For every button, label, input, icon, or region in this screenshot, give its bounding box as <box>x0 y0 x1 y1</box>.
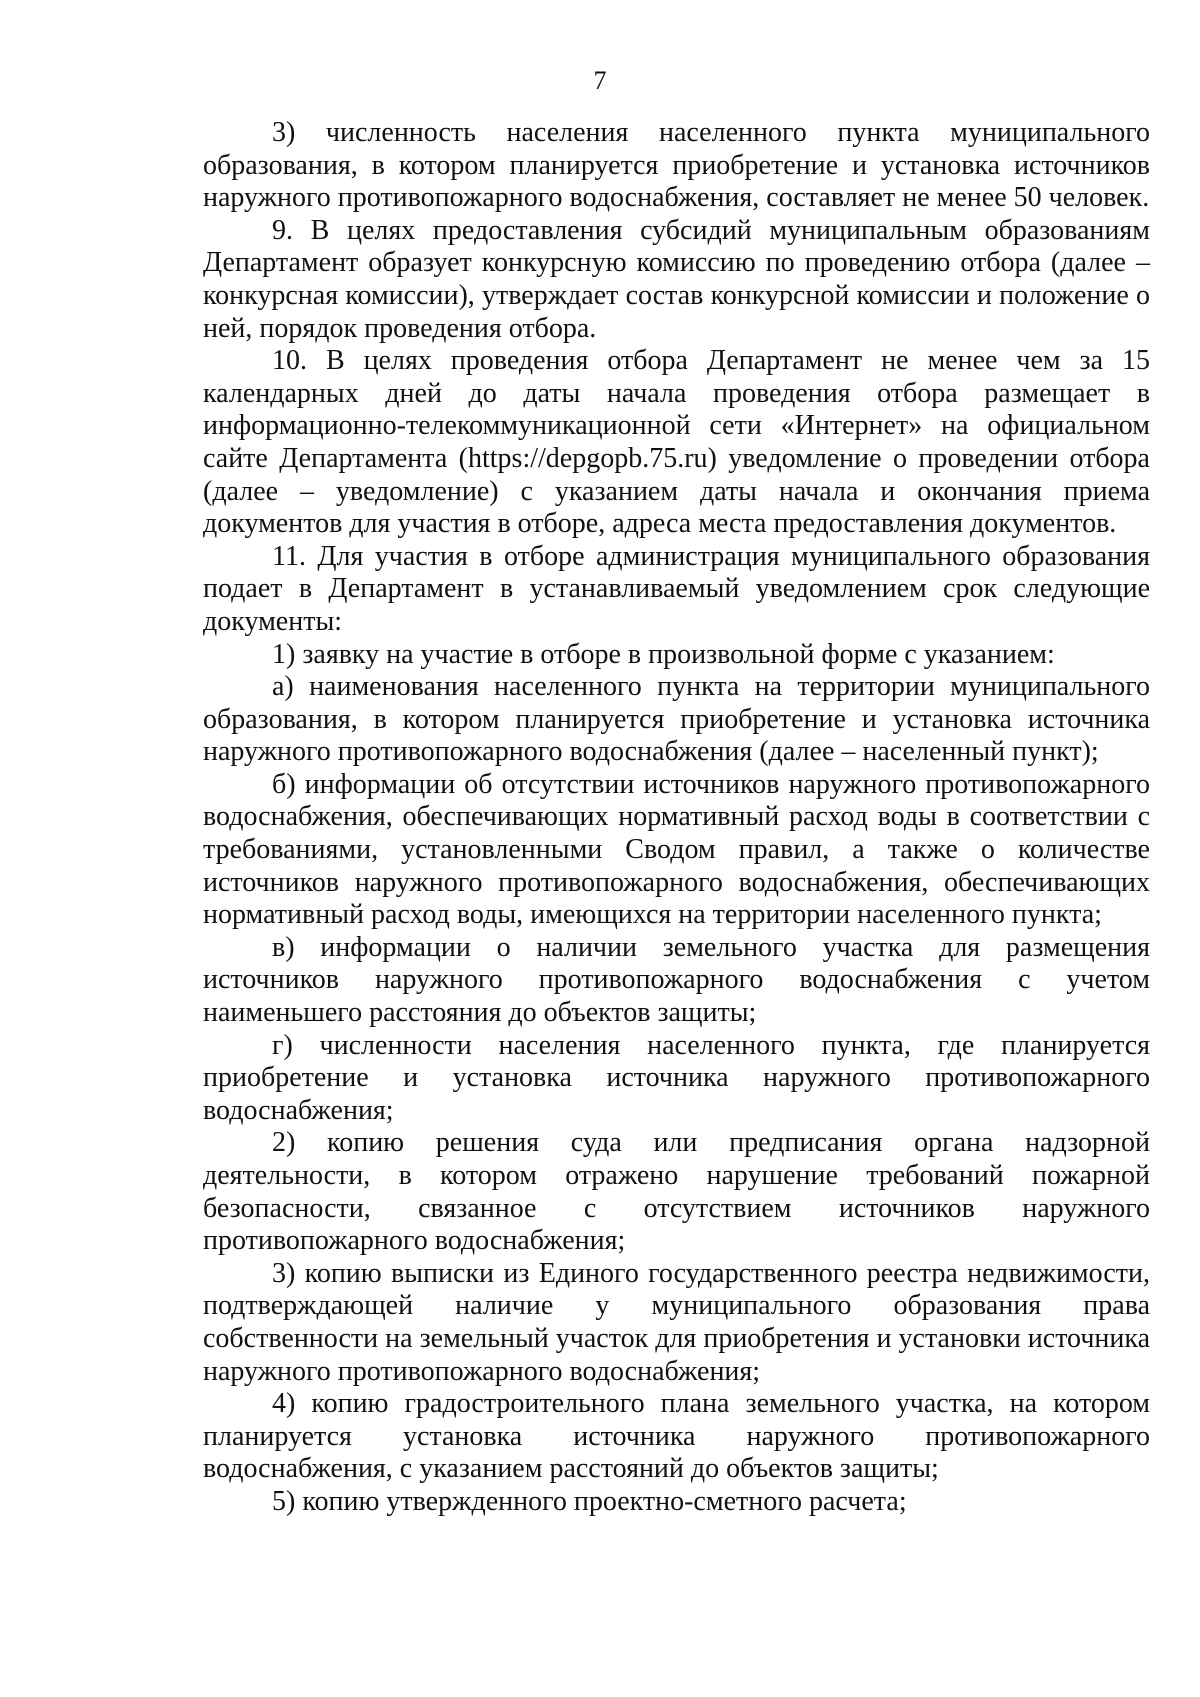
document-body <box>203 117 1150 1519</box>
list-item-b-water-sources-info: б) информации об отсутствии источников наружного противопожарного водоснабжения, обеспечивающих нормативный расход воды в соответствии с требованиями, установленными Сводом правил, а также о количестве источников наружного противопожарного водоснабжения, обеспечивающих нормативный расход воды, имеющихся на территории населенного пункта; <box>203 768 1150 931</box>
paragraph-item-3-population: 3) численность населения населенного пункта муниципального образования, в котором планируется приобретение и установка источников наружного противопожарного водоснабжения, составляет не менее 50 человек. <box>203 117 1150 214</box>
paragraph-10-notice: 10. В целях проведения отбора Департамент не менее чем за 15 календарных дней до даты начала проведения отбора размещает в информационно-телекоммуникационной сети «Интернет» на официальном сайте Департамента (https://depgopb.75.ru) уведомление о проведении отбора (далее – уведомление) с указанием даты начала и окончания приема документов для участия в отборе, адреса места предоставления документов. <box>203 345 1150 540</box>
page-number: 7 <box>593 66 607 95</box>
list-item-5-cost-estimate: 5) копию утвержденного проектно-сметного расчета; <box>272 1485 907 1517</box>
list-item-1-application: 1) заявку на участие в отборе в произвольной форме с указанием: <box>272 638 1055 670</box>
list-item-2-court-decision: 2) копию решения суда или предписания органа надзорной деятельности, в котором отражено нарушение требований пожарной безопасности, связанное с отсутствием источников наружного противопожарного водоснабжения; <box>203 1127 1150 1257</box>
list-item-a-settlement-name: а) наименования населенного пункта на территории муниципального образования, в котором планируется приобретение и установка источника наружного противопожарного водоснабжения (далее – населенный пункт); <box>203 671 1150 768</box>
paragraph-11-documents: 11. Для участия в отборе администрация муниципального образования подает в Департамент в устанавливаемый уведомлением срок следующие документы: <box>203 540 1150 637</box>
paragraph-9-competition-commission: 9. В целях предоставления субсидий муниципальным образованиям Департамент образует конкурсную комиссию по проведению отбора (далее – конкурсная комиссии), утверждает состав конкурсной комиссии и положение о ней, порядок проведения отбора. <box>203 214 1150 344</box>
list-item-g-population: г) численности населения населенного пункта, где планируется приобретение и установка источника наружного противопожарного водоснабжения; <box>203 1029 1150 1126</box>
list-item-3-registry-extract: 3) копию выписки из Единого государственного реестра недвижимости, подтверждающей наличие у муниципального образования права собственности на земельный участок для приобретения и установки источника наружного противопожарного водоснабжения; <box>203 1257 1150 1387</box>
list-item-4-urban-plan: 4) копию градостроительного плана земельного участка, на котором планируется установка источника наружного противопожарного водоснабжения, с указанием расстояний до объектов защиты; <box>203 1388 1150 1485</box>
list-item-v-land-plot-info: в) информации о наличии земельного участка для размещения источников наружного противопожарного водоснабжения с учетом наименьшего расстояния до объектов защиты; <box>203 931 1150 1029</box>
